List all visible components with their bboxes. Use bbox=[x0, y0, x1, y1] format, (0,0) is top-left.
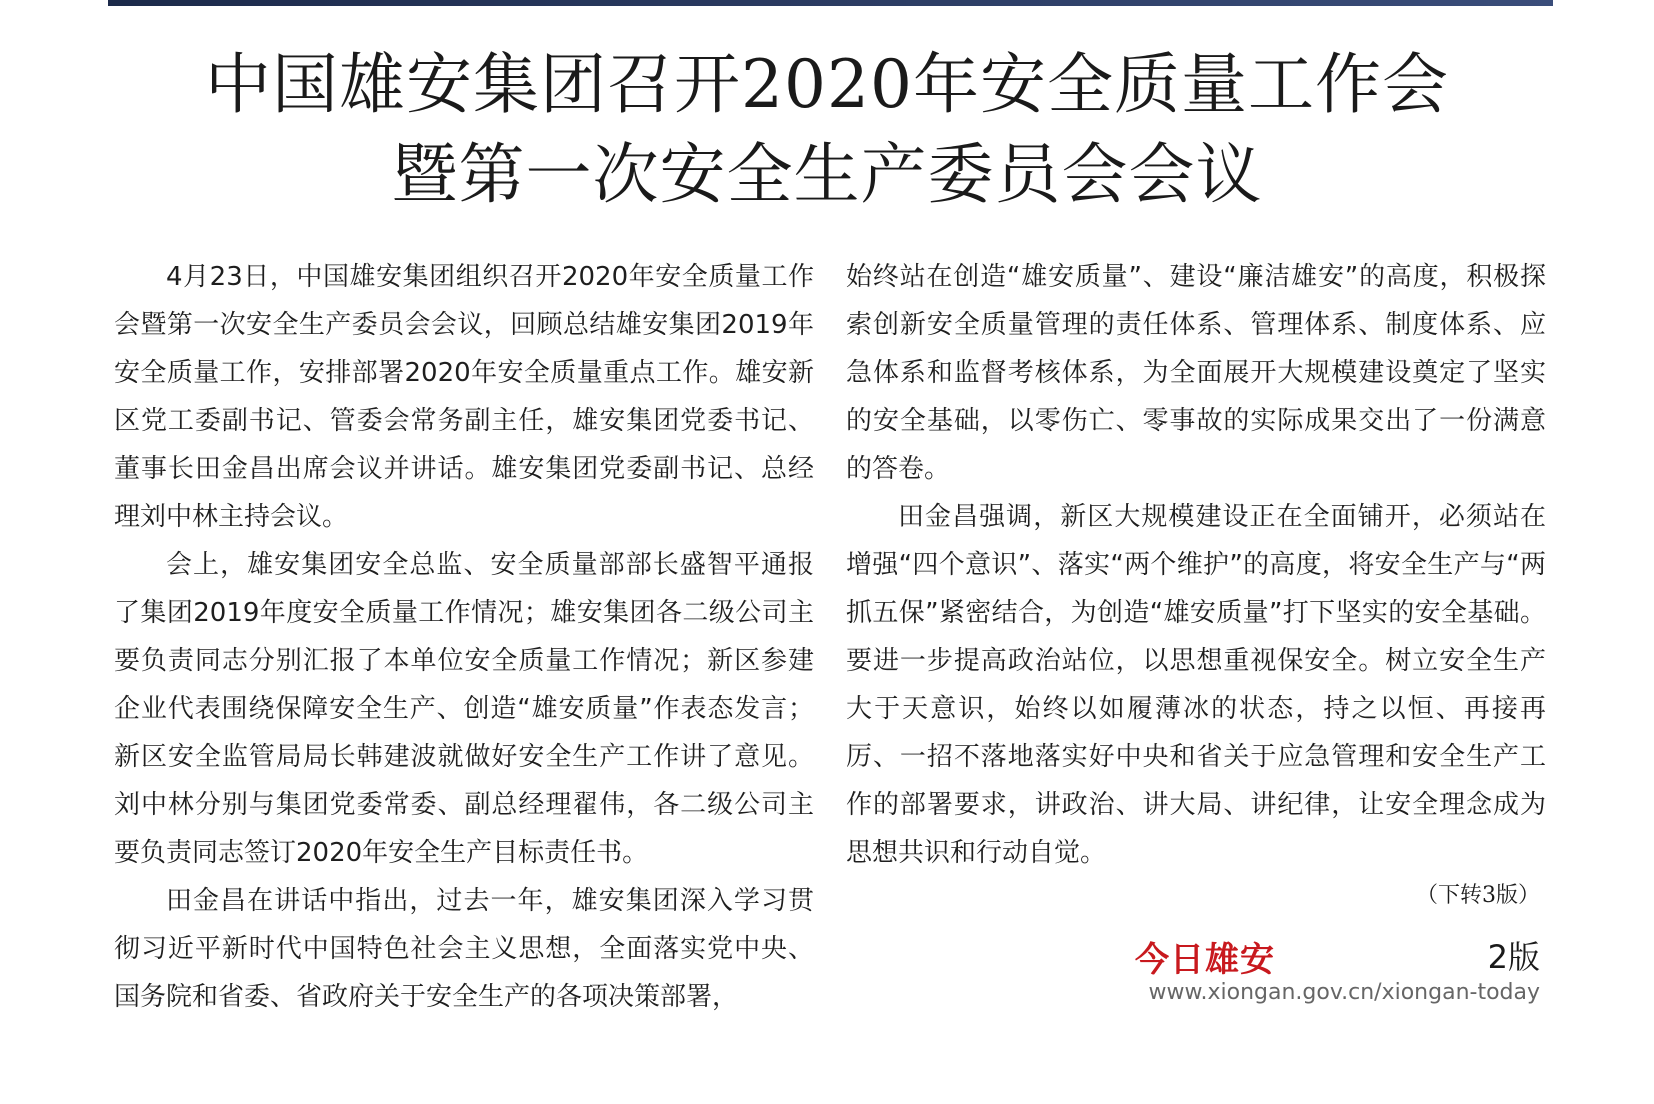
article-paragraph-4: 田金昌强调，新区大规模建设正在全面铺开，必须站在增强“四个意识”、落实“两个维护”的高度，将安全生产与“两抓五保”紧密结合，为创造“雄安质量”打下坚实的安全基础。要进一步提高政治站位，以思想重视保安全。树立安全生产大于天意识，始终以如履薄冰的状态，持之以恒、再接再厉、一招不落地落实好中央和省关于应急管理和安全生产工作的部署要求，讲政治、讲大局、讲纪律，让安全理念成为思想共识和行动自觉。 bbox=[846, 502, 1546, 868]
article-paragraph-3: 田金昌在讲话中指出，过去一年，雄安集团深入学习贯彻习近平新时代中国特色社会主义思想，全面落实党中央、国务院和省委、省政府关于安全生产的各项决策部署， bbox=[114, 886, 814, 1012]
article-column-right bbox=[846, 253, 1546, 877]
continued-note: （下转3版） bbox=[1416, 883, 1540, 908]
headline-line-1: 中国雄安集团召开2020年安全质量工作会 bbox=[205, 46, 1449, 123]
headline-line-2: 暨第一次安全生产委员会会议 bbox=[391, 136, 1263, 213]
page-number: 2版 bbox=[1487, 938, 1540, 976]
footer-url-link[interactable]: www.xiongan.gov.cn/xiongan-today bbox=[1148, 980, 1540, 1005]
headline bbox=[0, 40, 1654, 220]
newspaper-logo: 今日雄安 bbox=[1135, 940, 1275, 980]
article-paragraph-2: 会上，雄安集团安全总监、安全质量部部长盛智平通报了集团2019年度安全质量工作情况；雄安集团各二级公司主要负责同志分别汇报了本单位安全质量工作情况；新区参建企业代表围绕保障安全生产、创造“雄安质量”作表态发言；新区安全监管局局长韩建波就做好安全生产工作讲了意见。刘中林分别与集团党委常委、副总经理翟伟，各二级公司主要负责同志签订2020年安全生产目标责任书。 bbox=[114, 550, 814, 868]
article-paragraph-3-continued: 始终站在创造“雄安质量”、建设“廉洁雄安”的高度，积极探索创新安全质量管理的责任体系、管理体系、制度体系、应急体系和监督考核体系，为全面展开大规模建设奠定了坚实的安全基础，以零伤亡、零事故的实际成果交出了一份满意的答卷。 bbox=[846, 262, 1546, 484]
top-rule bbox=[108, 0, 1553, 6]
article-paragraph-1: 4月23日，中国雄安集团组织召开2020年安全质量工作会暨第一次安全生产委员会会议，回顾总结雄安集团2019年安全质量工作，安排部署2020年安全质量重点工作。雄安新区党工委副书记、管委会常务副主任，雄安集团党委书记、董事长田金昌出席会议并讲话。雄安集团党委副书记、总经理刘中林主持会议。 bbox=[114, 262, 814, 532]
article-column-left bbox=[114, 253, 814, 1021]
